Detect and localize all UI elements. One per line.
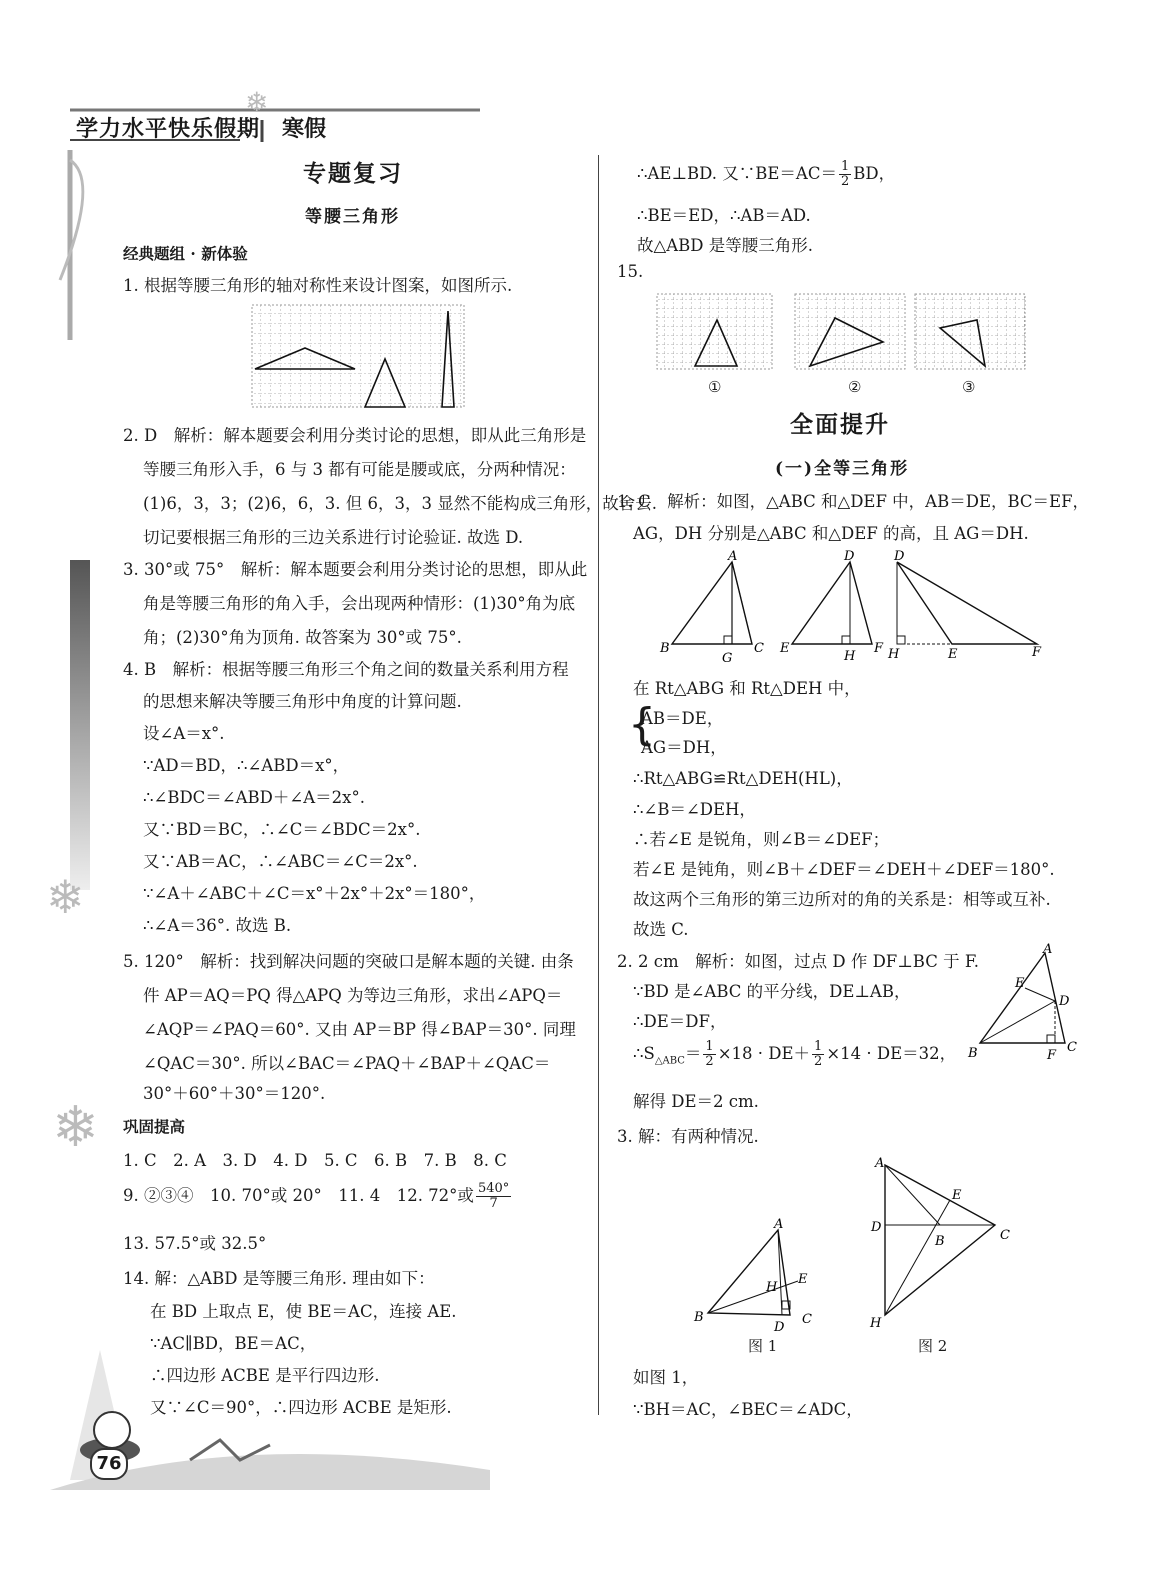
- snowflake-icon: ❄: [46, 870, 85, 924]
- svg-text:H: H: [766, 1280, 778, 1295]
- answers-line-1: 1. C 2. A 3. D 4. D 5. C 6. B 7. B 8. C: [123, 1151, 507, 1170]
- brace: {: [628, 699, 656, 750]
- svg-text:A: A: [774, 1217, 784, 1232]
- svg-text:E: E: [798, 1272, 808, 1287]
- p2-line-2: ∵BD 是∠ABC 的平分线，DE⊥AB，: [633, 982, 911, 1001]
- group-title: 经典题组 · 新体验: [123, 244, 248, 263]
- p2-result: 解得 DE＝2 cm.: [633, 1092, 759, 1111]
- figure-label-2: ②: [848, 378, 862, 396]
- svg-text:D: D: [871, 1220, 882, 1235]
- figure-p3: [690, 1155, 1030, 1355]
- point-label: H: [844, 649, 856, 664]
- q14-continue-3: 故△ABD 是等腰三角形.: [637, 236, 813, 255]
- answers-line-3: 13. 57.5°或 32.5°: [123, 1234, 267, 1253]
- p3-line-1: 3. 解：有两种情况.: [617, 1127, 759, 1146]
- point-label: E: [780, 641, 790, 656]
- column-divider: [598, 155, 599, 1415]
- point-label: B: [660, 641, 670, 656]
- point-label: D: [894, 549, 905, 564]
- point-label: A: [1043, 943, 1053, 957]
- snowflake-icon: ❄: [245, 86, 269, 119]
- p2-line-3: ∴DE＝DF，: [633, 1012, 727, 1031]
- svg-text:B: B: [694, 1310, 704, 1325]
- point-label: F: [874, 641, 884, 656]
- figure-q1-grid: [250, 303, 466, 409]
- q14-continue-2: ∴BE＝ED，∴AB＝AD.: [637, 206, 811, 225]
- page-number: 76: [90, 1448, 128, 1480]
- point-label: E: [948, 647, 958, 662]
- header-subtitle: 寒假: [282, 116, 327, 142]
- q14-continue-1: ∴AE⊥BD. 又∵BE＝AC＝ $\frac{1}{2}$ BD，: [637, 159, 896, 189]
- p2-area-formula: $\therefore S_{\triangle ABC}=$ $\frac{1}{2}$ ×18 · DE＋ $\frac{1}{2}$ ×14 · DE＝32，: [633, 1039, 957, 1069]
- svg-text:E: E: [952, 1188, 962, 1203]
- point-label: G: [722, 651, 733, 666]
- fraction: $\frac{540^\circ}{7}$: [477, 1181, 510, 1211]
- side-bar-decoration: [70, 560, 90, 890]
- subsection-title: 等腰三角形: [305, 207, 400, 227]
- p2-line-1: 2. 2 cm 解析：如图，过点 D 作 DF⊥BC 于 F.: [617, 952, 979, 971]
- figure-caption-1: 图 1: [748, 1337, 778, 1355]
- point-label: E: [1015, 976, 1025, 991]
- p3-line-3: ∵BH＝AC，∠BEC＝∠ADC，: [633, 1400, 863, 1419]
- subsection-congruent: (一)全等三角形: [775, 459, 910, 479]
- group-title-consolidate: 巩固提高: [123, 1117, 186, 1136]
- header-title: 学力水平快乐假期: [76, 116, 261, 142]
- section-title-review: 专题复习: [303, 160, 403, 187]
- svg-text:H: H: [870, 1316, 882, 1331]
- figure-caption-2: 图 2: [918, 1337, 948, 1355]
- point-label: F: [1047, 1048, 1057, 1063]
- p1-line-1: 1. C 解析：如图，△ABC 和△DEF 中，AB＝DE，BC＝EF，: [617, 492, 1090, 511]
- p1-line-2: AG，DH 分别是△ABC 和△DEF 的高，且 AG＝DH.: [633, 524, 1029, 543]
- svg-text:C: C: [802, 1312, 812, 1327]
- p3-line-2: 如图 1，: [633, 1368, 699, 1387]
- svg-text:C: C: [1000, 1228, 1010, 1243]
- point-label: D: [844, 549, 855, 564]
- point-label: B: [968, 1046, 978, 1061]
- answers-line-2: 9. ②③④ 10. 70°或 20° 11. 4 12. 72°或 $\frac{540^\circ}{7}$: [123, 1181, 510, 1211]
- figure-p2-triangle: [965, 943, 1085, 1063]
- svg-text:D: D: [774, 1320, 785, 1335]
- figure-p1-triangles: [652, 548, 1052, 666]
- question-1: 1. 根据等腰三角形的轴对称性来设计图案，如图所示.: [123, 276, 513, 295]
- question-15-label: 15.: [617, 262, 644, 281]
- svg-text:B: B: [935, 1234, 945, 1249]
- figure-label-1: ①: [708, 378, 722, 396]
- point-label: A: [728, 549, 738, 564]
- point-label: H: [888, 647, 900, 662]
- svg-text:A: A: [875, 1156, 885, 1171]
- section-title-improve: 全面提升: [790, 411, 890, 438]
- figure-label-3: ③: [962, 378, 976, 396]
- snowflake-icon: ❄: [52, 1095, 99, 1160]
- point-label: C: [1067, 1040, 1077, 1055]
- point-label: D: [1059, 994, 1070, 1009]
- point-label: C: [754, 641, 764, 656]
- point-label: F: [1032, 645, 1042, 660]
